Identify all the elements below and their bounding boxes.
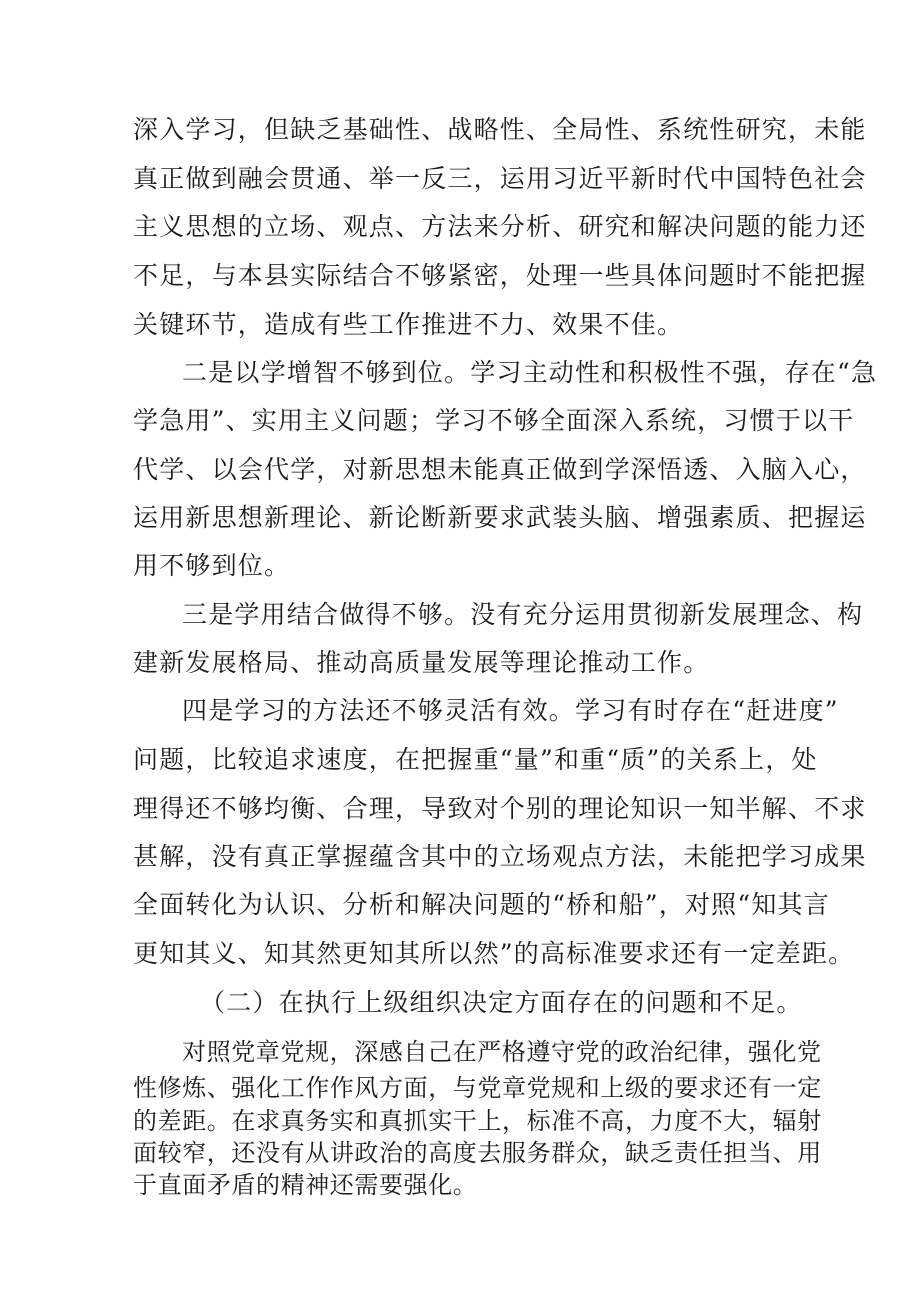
paragraph-line: 理得还不够均衡、合理，导致对个别的理论知识一知半解、不求 xyxy=(133,794,867,823)
paragraph-line: 学急用”、实用主义问题；学习不够全面深入系统，习惯于以干 xyxy=(133,406,855,435)
paragraph-line: 四是学习的方法还不够灵活有效。学习有时存在“赶进度” xyxy=(182,696,839,725)
paragraph-line: 运用新思想新理论、新论断新要求武装头脑、增强素质、把握运 xyxy=(133,503,867,532)
paragraph-line: 于直面矛盾的精神还需要强化。 xyxy=(133,1171,478,1199)
paragraph-line: 更知其义、知其然更知其所以然”的高标准要求还有一定差距。 xyxy=(133,939,855,968)
paragraph-line: 问题，比较追求速度，在把握重“量”和重“质”的关系上，处 xyxy=(133,745,818,774)
paragraph-line: 关键环节，造成有些工作推进不力、效果不佳。 xyxy=(133,310,684,339)
paragraph-line: 深入学习，但缺乏基础性、战略性、全局性、系统性研究，未能 xyxy=(133,115,867,144)
paragraph-line: 甚解，没有真正掌握蕴含其中的立场观点方法，未能把学习成果 xyxy=(133,842,867,871)
paragraph-line: 面较窄，还没有从讲政治的高度去服务群众，缺乏责任担当、用 xyxy=(133,1139,822,1167)
paragraph-line: 代学、以会代学，对新思想未能真正做到学深悟透、入脑入心， xyxy=(133,455,867,484)
paragraph-line: 对照党章党规，深感自己在严格遵守党的政治纪律，强化党 xyxy=(182,1038,822,1066)
paragraph-line: 建新发展格局、推动高质量发展等理论推动工作。 xyxy=(133,648,710,677)
paragraph-line: 全面转化为认识、分析和解决问题的“桥和船”，对照“知其言 xyxy=(133,890,830,919)
paragraph-line: 真正做到融会贯通、举一反三，运用习近平新时代中国特色社会 xyxy=(133,164,867,193)
paragraph-line: 用不够到位。 xyxy=(133,551,291,580)
paragraph-line: 主义思想的立场、观点、方法来分析、研究和解决问题的能力还 xyxy=(133,212,867,241)
paragraph-line: 的差距。在求真务实和真抓实干上，标准不高，力度不大，辐射 xyxy=(133,1107,822,1135)
paragraph-line: 性修炼、强化工作作风方面，与党章党规和上级的要求还有一定 xyxy=(133,1074,822,1102)
paragraph-line: 二是以学增智不够到位。学习主动性和积极性不强，存在“急 xyxy=(182,358,878,387)
paragraph-line: 不足，与本县实际结合不够紧密，处理一些具体问题时不能把握 xyxy=(133,261,867,290)
paragraph-line: 三是学用结合做得不够。没有充分运用贯彻新发展理念、构 xyxy=(182,600,864,629)
section-heading: （二）在执行上级组织决定方面存在的问题和不足。 xyxy=(200,988,803,1017)
